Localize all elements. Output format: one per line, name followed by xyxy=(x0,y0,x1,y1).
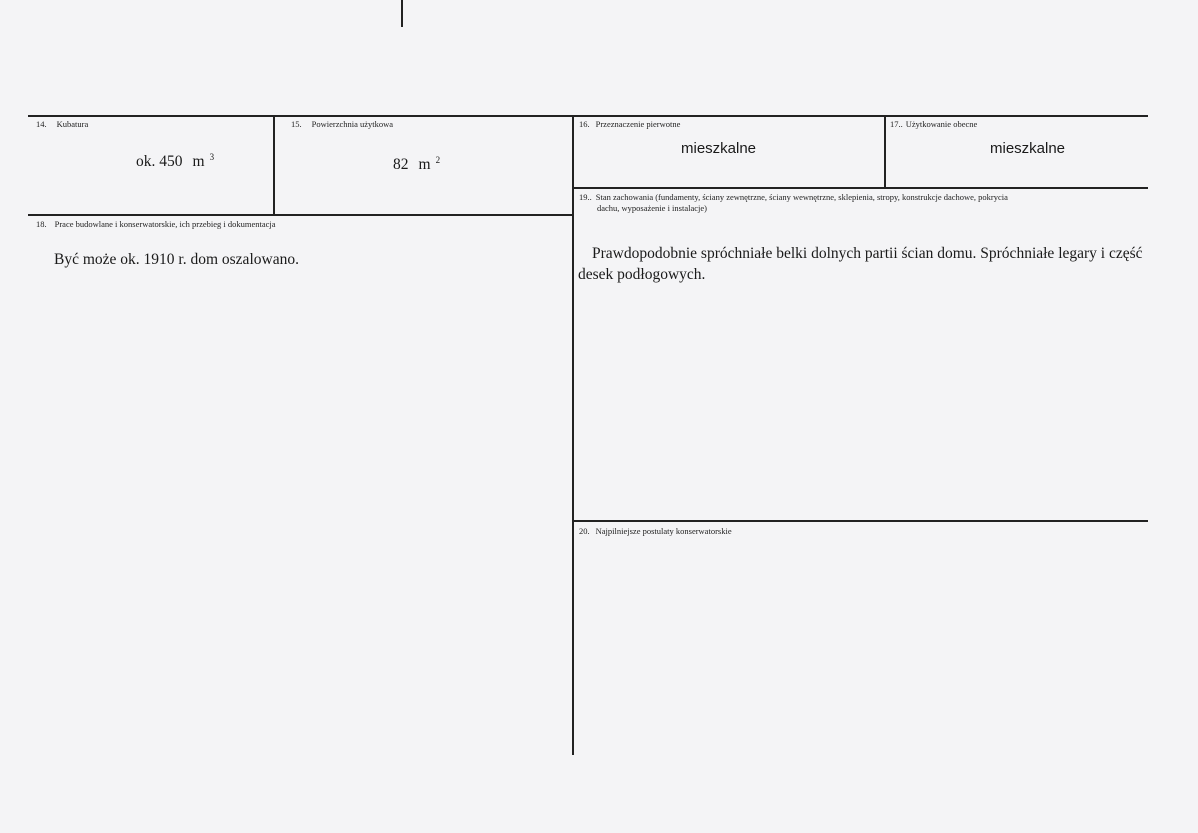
prace-budowlane-text: Być może ok. 1910 r. dom oszalowano. xyxy=(54,251,299,268)
prace-budowlane-label xyxy=(36,219,276,230)
field-label: Powierzchnia użytkowa xyxy=(311,119,394,129)
divider-16-17 xyxy=(884,115,886,188)
center-divider xyxy=(572,115,574,755)
field-number: 18. xyxy=(36,219,47,229)
field-number: 19.. xyxy=(579,192,592,202)
stan-zachowania-label xyxy=(579,192,1008,203)
row-20-border xyxy=(573,520,1148,522)
row-top-border xyxy=(28,115,1148,117)
field-number: 15. xyxy=(291,119,302,129)
powierzchnia-label xyxy=(291,119,393,130)
row-18-border xyxy=(28,214,573,216)
powierzchnia-unit: m xyxy=(418,156,431,173)
powierzchnia-value xyxy=(393,150,440,175)
field-number: 20. xyxy=(579,526,590,536)
kubatura-amount: ok. 450 xyxy=(136,153,183,170)
przeznaczenie-label xyxy=(579,119,680,130)
uzytkowanie-label xyxy=(890,119,977,130)
kubatura-unit: m xyxy=(192,153,205,170)
uzytkowanie-value: mieszkalne xyxy=(990,140,1066,157)
kubatura-unit-exponent: 3 xyxy=(209,152,215,162)
powierzchnia-amount: 82 xyxy=(393,156,409,173)
field-label: Prace budowlane i konserwatorskie, ich przebieg i dokumentacja xyxy=(54,219,276,229)
kubatura-value xyxy=(136,147,214,172)
stan-zachowania-text: Prawdopodobnie spróchniałe belki dolnych partii ścian domu. Spróchniałe legary i część desek podłogowych. xyxy=(578,245,1143,283)
przeznaczenie-value: mieszkalne xyxy=(681,140,757,157)
top-tick-line xyxy=(401,0,403,27)
postulaty-label xyxy=(579,526,732,537)
stan-zachowania-label-continued: dachu, wyposażenie i instalacje) xyxy=(597,203,707,213)
field-number: 14. xyxy=(36,119,47,129)
field-label: Przeznaczenie pierwotne xyxy=(595,119,681,129)
field-number: 16. xyxy=(579,119,590,129)
divider-14-15 xyxy=(273,115,275,215)
field-label: Stan zachowania (fundamenty, ściany zewnętrzne, ściany wewnętrzne, sklepienia, stropy, konstrukcje dachowe, pokrycia xyxy=(595,192,1008,202)
powierzchnia-unit-exponent: 2 xyxy=(435,155,441,165)
field-label: Kubatura xyxy=(56,119,89,129)
field-number: 17.. xyxy=(890,119,903,129)
row-19-border xyxy=(573,187,1148,189)
field-label: Najpilniejsze postulaty konserwatorskie xyxy=(595,526,732,536)
field-label: Użytkowanie obecne xyxy=(905,119,978,129)
kubatura-label xyxy=(36,119,88,130)
